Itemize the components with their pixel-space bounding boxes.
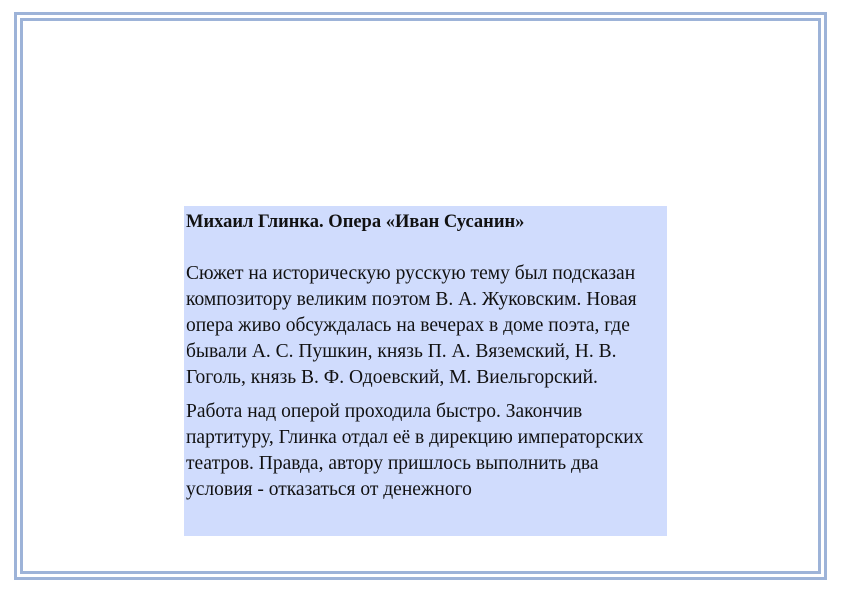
slide-title: Михаил Глинка. Опера «Иван Сусанин» bbox=[186, 212, 525, 232]
paragraph-1: Сюжет на историческую русскую тему был подсказан композитору великим поэтом В. А. Жуковским. Новая опера живо обсуждалась на вечерах в доме поэта, где бывали А. С. Пушкин, князь П. А. Вяземский, Н. В. Гоголь, князь В. Ф. Одоевский, М. Виельгорский. bbox=[186, 263, 637, 388]
text-box bbox=[184, 206, 667, 536]
paragraph-2: Работа над оперой проходила быстро. Закончив партитуру, Глинка отдал её в дирекцию императорских театров. Правда, автору пришлось выполнить два условия - отказаться от денежного bbox=[186, 401, 644, 500]
